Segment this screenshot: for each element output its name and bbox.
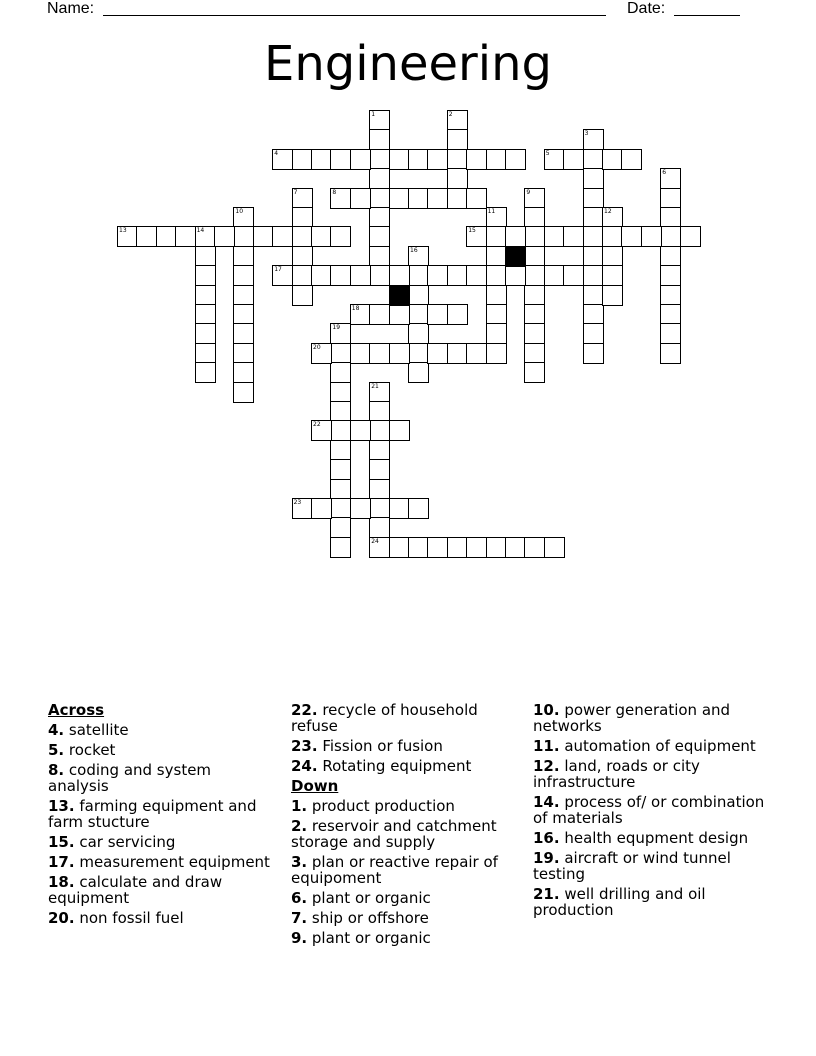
clue-text: health equpment design: [559, 829, 749, 847]
grid-cell[interactable]: [660, 285, 681, 306]
black-square: [505, 246, 526, 267]
grid-cell[interactable]: [660, 246, 681, 267]
clue-item: [533, 850, 773, 882]
grid-cell[interactable]: [660, 188, 681, 209]
clue-text: well drilling and oil production: [533, 885, 706, 919]
grid-cell[interactable]: [408, 304, 429, 325]
clue-item: [291, 818, 516, 850]
grid-cell[interactable]: [330, 188, 351, 209]
clue-item: [291, 854, 516, 886]
clue-item: [533, 738, 773, 754]
clue-number-label: 11.: [533, 737, 560, 755]
grid-cell[interactable]: [602, 246, 623, 267]
clue-number-label: 9.: [291, 929, 308, 947]
grid-cell[interactable]: [292, 149, 313, 170]
grid-cell[interactable]: [369, 149, 390, 170]
grid-cell[interactable]: [660, 304, 681, 325]
grid-cell[interactable]: [292, 207, 313, 228]
grid-cell[interactable]: [466, 343, 487, 364]
grid-cell[interactable]: [466, 149, 487, 170]
grid-cell[interactable]: [369, 420, 390, 441]
grid-cell[interactable]: [175, 226, 196, 247]
grid-cell[interactable]: [486, 343, 507, 364]
grid-cell[interactable]: [486, 226, 507, 247]
clue-number-label: 24.: [291, 757, 318, 775]
clue-number-label: 7.: [291, 909, 308, 927]
grid-cell[interactable]: [466, 226, 487, 247]
grid-cell[interactable]: [369, 479, 390, 500]
clue-number: 17: [274, 266, 282, 274]
grid-cell[interactable]: [117, 226, 138, 247]
grid-cell[interactable]: [583, 207, 604, 228]
grid-cell[interactable]: [583, 265, 604, 286]
grid-cell[interactable]: [524, 537, 545, 558]
grid-cell[interactable]: [389, 343, 410, 364]
grid-cell[interactable]: [621, 149, 642, 170]
grid-cell[interactable]: [524, 285, 545, 306]
grid-cell[interactable]: [408, 265, 429, 286]
grid-cell[interactable]: [486, 207, 507, 228]
clue-number-label: 20.: [48, 909, 75, 927]
grid-cell[interactable]: [660, 343, 681, 364]
clue-item: [48, 722, 273, 738]
clue-item: [291, 910, 516, 926]
clue-number-label: 14.: [533, 793, 560, 811]
clue-number: 11: [487, 208, 496, 215]
grid-cell[interactable]: [233, 226, 254, 247]
clue-number-label: 3.: [291, 853, 308, 871]
clue-item: [48, 834, 273, 850]
grid-cell[interactable]: [524, 226, 545, 247]
grid-cell[interactable]: [427, 149, 448, 170]
grid-cell[interactable]: [369, 440, 390, 461]
grid-cell[interactable]: [583, 285, 604, 306]
grid-cell[interactable]: [369, 401, 390, 422]
grid-cell[interactable]: [563, 226, 584, 247]
grid-cell[interactable]: [292, 188, 313, 209]
grid-cell[interactable]: [563, 149, 584, 170]
clue-text: measurement equipment: [74, 853, 270, 871]
grid-cell[interactable]: [447, 110, 468, 131]
grid-cell[interactable]: [233, 343, 254, 364]
clue-number: 20: [313, 343, 321, 351]
clue-text: aircraft or wind tunnel testing: [533, 849, 731, 883]
clue-column-3: [533, 702, 773, 922]
grid-cell[interactable]: [369, 129, 390, 150]
grid-cell[interactable]: [544, 537, 565, 558]
clue-item: [533, 794, 773, 826]
grid-cell[interactable]: [524, 362, 545, 383]
clue-number-label: 21.: [533, 885, 560, 903]
clue-text: recycle of household refuse: [291, 701, 478, 735]
grid-cell[interactable]: [330, 226, 351, 247]
grid-cell[interactable]: [486, 149, 507, 170]
clue-text: product production: [307, 797, 455, 815]
clue-number: 16: [410, 246, 418, 254]
grid-cell[interactable]: [505, 265, 526, 286]
grid-cell[interactable]: [330, 479, 351, 500]
grid-cell[interactable]: [660, 265, 681, 286]
grid-cell[interactable]: [369, 188, 390, 209]
grid-cell[interactable]: [486, 323, 507, 344]
black-square: [389, 285, 410, 306]
grid-cell[interactable]: [408, 343, 429, 364]
grid-cell[interactable]: [583, 246, 604, 267]
grid-cell[interactable]: [195, 362, 216, 383]
clue-text: car servicing: [74, 833, 176, 851]
clue-number-label: 8.: [48, 761, 65, 779]
clue-number: 5: [545, 149, 550, 157]
grid-cell[interactable]: [524, 188, 545, 209]
clue-item: [533, 758, 773, 790]
grid-cell[interactable]: [389, 498, 410, 519]
grid-cell[interactable]: [311, 343, 332, 364]
grid-cell[interactable]: [330, 382, 351, 403]
grid-cell[interactable]: [447, 188, 468, 209]
grid-cell[interactable]: [272, 265, 293, 286]
grid-cell[interactable]: [389, 265, 410, 286]
grid-cell[interactable]: [330, 265, 351, 286]
grid-cell[interactable]: [563, 265, 584, 286]
grid-cell[interactable]: [233, 382, 254, 403]
grid-cell[interactable]: [641, 226, 662, 247]
clue-number-label: 18.: [48, 873, 75, 891]
clue-number: 15: [468, 227, 476, 235]
grid-cell[interactable]: [583, 168, 604, 189]
clue-text: rocket: [64, 741, 116, 759]
grid-cell[interactable]: [524, 207, 545, 228]
clue-text: ship or offshore: [307, 909, 429, 927]
grid-cell[interactable]: [602, 285, 623, 306]
clue-item: [48, 798, 273, 830]
grid-cell[interactable]: [369, 168, 390, 189]
clue-text: power generation and networks: [533, 701, 731, 735]
grid-cell[interactable]: [544, 149, 565, 170]
clue-text: process of/ or combination of materials: [533, 793, 765, 827]
grid-cell[interactable]: [136, 226, 157, 247]
grid-cell[interactable]: [330, 459, 351, 480]
grid-cell[interactable]: [195, 323, 216, 344]
grid-cell[interactable]: [292, 265, 313, 286]
grid-cell[interactable]: [583, 149, 604, 170]
clue-item: [48, 910, 273, 926]
grid-cell[interactable]: [505, 149, 526, 170]
grid-cell[interactable]: [583, 323, 604, 344]
grid-cell[interactable]: [389, 304, 410, 325]
grid-cell[interactable]: [233, 362, 254, 383]
grid-cell[interactable]: [369, 343, 390, 364]
grid-cell[interactable]: [350, 343, 371, 364]
grid-cell[interactable]: [330, 323, 351, 344]
clue-number: 4: [274, 149, 279, 157]
grid-cell[interactable]: [486, 285, 507, 306]
grid-cell[interactable]: [233, 246, 254, 267]
grid-cell[interactable]: [583, 343, 604, 364]
grid-cell[interactable]: [427, 265, 448, 286]
clue-text: reservoir and catchment storage and supply: [291, 817, 497, 851]
grid-cell[interactable]: [408, 246, 429, 267]
grid-cell[interactable]: [505, 226, 526, 247]
grid-cell[interactable]: [195, 226, 216, 247]
grid-cell[interactable]: [583, 129, 604, 150]
grid-cell[interactable]: [253, 226, 274, 247]
grid-cell[interactable]: [544, 265, 565, 286]
grid-cell[interactable]: [583, 188, 604, 209]
grid-cell[interactable]: [330, 149, 351, 170]
clue-text: Fission or fusion: [317, 737, 443, 755]
grid-cell[interactable]: [408, 188, 429, 209]
grid-cell[interactable]: [156, 226, 177, 247]
grid-cell[interactable]: [427, 537, 448, 558]
grid-cell[interactable]: [466, 188, 487, 209]
grid-cell[interactable]: [330, 498, 351, 519]
grid-cell[interactable]: [447, 343, 468, 364]
grid-cell[interactable]: [660, 226, 681, 247]
clue-text: calculate and draw equipment: [48, 873, 223, 907]
grid-cell[interactable]: [272, 149, 293, 170]
clue-item: [48, 854, 273, 870]
grid-cell[interactable]: [660, 168, 681, 189]
grid-cell[interactable]: [447, 265, 468, 286]
grid-cell[interactable]: [389, 188, 410, 209]
grid-cell[interactable]: [466, 537, 487, 558]
grid-cell[interactable]: [233, 304, 254, 325]
clue-text: coding and system analysis: [48, 761, 212, 795]
clue-number-label: 12.: [533, 757, 560, 775]
clue-number: 8: [332, 188, 337, 196]
grid-cell[interactable]: [292, 285, 313, 306]
grid-cell[interactable]: [408, 537, 429, 558]
clue-text: non fossil fuel: [74, 909, 184, 927]
grid-cell[interactable]: [350, 304, 371, 325]
grid-cell[interactable]: [233, 323, 254, 344]
grid-cell[interactable]: [369, 226, 390, 247]
clue-item: [533, 886, 773, 918]
grid-cell[interactable]: [350, 498, 371, 519]
grid-cell[interactable]: [389, 420, 410, 441]
clue-number: 7: [293, 188, 298, 196]
grid-cell[interactable]: [524, 323, 545, 344]
grid-cell[interactable]: [621, 226, 642, 247]
clue-column-2: [291, 702, 516, 950]
grid-cell[interactable]: [195, 246, 216, 267]
grid-cell[interactable]: [505, 537, 526, 558]
clue-number: 3: [584, 130, 589, 138]
grid-cell[interactable]: [408, 362, 429, 383]
clue-number: 19: [332, 324, 341, 332]
grid-cell[interactable]: [486, 265, 507, 286]
grid-cell[interactable]: [350, 265, 371, 286]
grid-cell[interactable]: [660, 207, 681, 228]
grid-cell[interactable]: [408, 323, 429, 344]
across-heading: Across: [48, 701, 105, 719]
clue-number-label: 10.: [533, 701, 560, 719]
grid-cell[interactable]: [195, 343, 216, 364]
clue-number: 18: [351, 305, 360, 312]
grid-cell[interactable]: [369, 246, 390, 267]
grid-cell[interactable]: [369, 517, 390, 538]
grid-cell[interactable]: [447, 168, 468, 189]
grid-cell[interactable]: [660, 323, 681, 344]
grid-cell[interactable]: [233, 207, 254, 228]
clue-item: [291, 758, 516, 774]
grid-cell[interactable]: [602, 207, 623, 228]
grid-cell[interactable]: [408, 149, 429, 170]
grid-cell[interactable]: [369, 265, 390, 286]
grid-cell[interactable]: [195, 285, 216, 306]
grid-cell[interactable]: [408, 498, 429, 519]
grid-cell[interactable]: [680, 226, 701, 247]
clue-number: 9: [526, 188, 531, 196]
grid-cell[interactable]: [330, 362, 351, 383]
grid-cell[interactable]: [447, 129, 468, 150]
grid-cell[interactable]: [292, 226, 313, 247]
date-label: Date:: [627, 0, 666, 17]
clue-item: [533, 702, 773, 734]
clue-number: 22: [313, 421, 321, 429]
grid-cell[interactable]: [214, 226, 235, 247]
page-title: Engineering: [264, 36, 552, 92]
clue-number: 23: [293, 499, 302, 506]
clue-number-label: 4.: [48, 721, 65, 739]
grid-cell[interactable]: [311, 226, 332, 247]
clue-item: [48, 742, 273, 758]
clue-number-label: 15.: [48, 833, 75, 851]
clue-number: 6: [662, 169, 667, 177]
grid-cell[interactable]: [330, 420, 351, 441]
grid-cell[interactable]: [369, 498, 390, 519]
grid-cell[interactable]: [369, 207, 390, 228]
clue-number: 14: [196, 227, 205, 235]
clue-text: plan or reactive repair of equipoment: [291, 853, 498, 887]
grid-cell[interactable]: [466, 265, 487, 286]
grid-cell[interactable]: [272, 226, 293, 247]
grid-cell[interactable]: [583, 304, 604, 325]
grid-cell[interactable]: [602, 226, 623, 247]
grid-cell[interactable]: [292, 246, 313, 267]
grid-cell[interactable]: [311, 265, 332, 286]
clue-item: [291, 798, 516, 814]
clue-number-label: 17.: [48, 853, 75, 871]
clue-text: satellite: [64, 721, 129, 739]
grid-cell[interactable]: [233, 265, 254, 286]
clue-item: [48, 874, 273, 906]
grid-cell[interactable]: [292, 498, 313, 519]
grid-cell[interactable]: [486, 537, 507, 558]
grid-cell[interactable]: [486, 246, 507, 267]
clue-number-label: 23.: [291, 737, 318, 755]
clue-item: [291, 738, 516, 754]
grid-cell[interactable]: [233, 285, 254, 306]
grid-cell[interactable]: [350, 149, 371, 170]
grid-cell[interactable]: [447, 537, 468, 558]
grid-cell[interactable]: [524, 246, 545, 267]
grid-cell[interactable]: [486, 304, 507, 325]
grid-cell[interactable]: [350, 420, 371, 441]
clue-number: 10: [235, 208, 244, 215]
clue-number: 24: [371, 537, 379, 545]
clue-number-label: 19.: [533, 849, 560, 867]
clue-number: 13: [119, 227, 127, 235]
grid-cell[interactable]: [583, 226, 604, 247]
grid-cell[interactable]: [447, 304, 468, 325]
clue-item: [291, 702, 516, 734]
grid-cell[interactable]: [330, 401, 351, 422]
grid-cell[interactable]: [427, 188, 448, 209]
grid-cell[interactable]: [311, 149, 332, 170]
grid-cell[interactable]: [524, 304, 545, 325]
clue-number-label: 1.: [291, 797, 308, 815]
grid-cell[interactable]: [447, 149, 468, 170]
grid-cell[interactable]: [330, 517, 351, 538]
grid-cell[interactable]: [427, 343, 448, 364]
grid-cell[interactable]: [330, 343, 351, 364]
grid-cell[interactable]: [369, 459, 390, 480]
clue-text: land, roads or city infrastructure: [533, 757, 700, 791]
grid-cell[interactable]: [369, 537, 390, 558]
clue-text: Rotating equipment: [317, 757, 472, 775]
grid-cell[interactable]: [602, 149, 623, 170]
grid-cell[interactable]: [369, 382, 390, 403]
clue-text: plant or organic: [307, 889, 431, 907]
grid-cell[interactable]: [330, 440, 351, 461]
clue-text: plant or organic: [307, 929, 431, 947]
grid-cell[interactable]: [524, 265, 545, 286]
clue-number-label: 6.: [291, 889, 308, 907]
clue-number-label: 2.: [291, 817, 308, 835]
grid-cell[interactable]: [602, 265, 623, 286]
name-label: Name:: [47, 0, 95, 17]
clue-number: 2: [448, 111, 453, 118]
grid-cell[interactable]: [544, 226, 565, 247]
grid-cell[interactable]: [330, 537, 351, 558]
clue-number-label: 22.: [291, 701, 318, 719]
grid-cell[interactable]: [524, 343, 545, 364]
grid-cell[interactable]: [195, 265, 216, 286]
grid-cell[interactable]: [408, 285, 429, 306]
clue-column-1: [48, 702, 273, 930]
clue-number: 1: [371, 111, 376, 118]
clue-item: [533, 830, 773, 846]
grid-cell[interactable]: [427, 304, 448, 325]
grid-cell[interactable]: [369, 304, 390, 325]
grid-cell[interactable]: [389, 537, 410, 558]
grid-cell[interactable]: [311, 498, 332, 519]
clue-item: [291, 890, 516, 906]
clue-number: 12: [604, 208, 612, 215]
grid-cell[interactable]: [350, 188, 371, 209]
down-heading: Down: [291, 777, 339, 795]
clue-item: [291, 930, 516, 946]
clue-text: automation of equipment: [559, 737, 756, 755]
clue-number: 21: [371, 382, 379, 390]
clue-number-label: 13.: [48, 797, 75, 815]
grid-cell[interactable]: [311, 420, 332, 441]
clue-text: farming equipment and farm stucture: [48, 797, 257, 831]
grid-cell[interactable]: [389, 149, 410, 170]
grid-cell[interactable]: [369, 110, 390, 131]
clue-number-label: 16.: [533, 829, 560, 847]
grid-cell[interactable]: [195, 304, 216, 325]
clue-item: [48, 762, 273, 794]
clue-number-label: 5.: [48, 741, 65, 759]
